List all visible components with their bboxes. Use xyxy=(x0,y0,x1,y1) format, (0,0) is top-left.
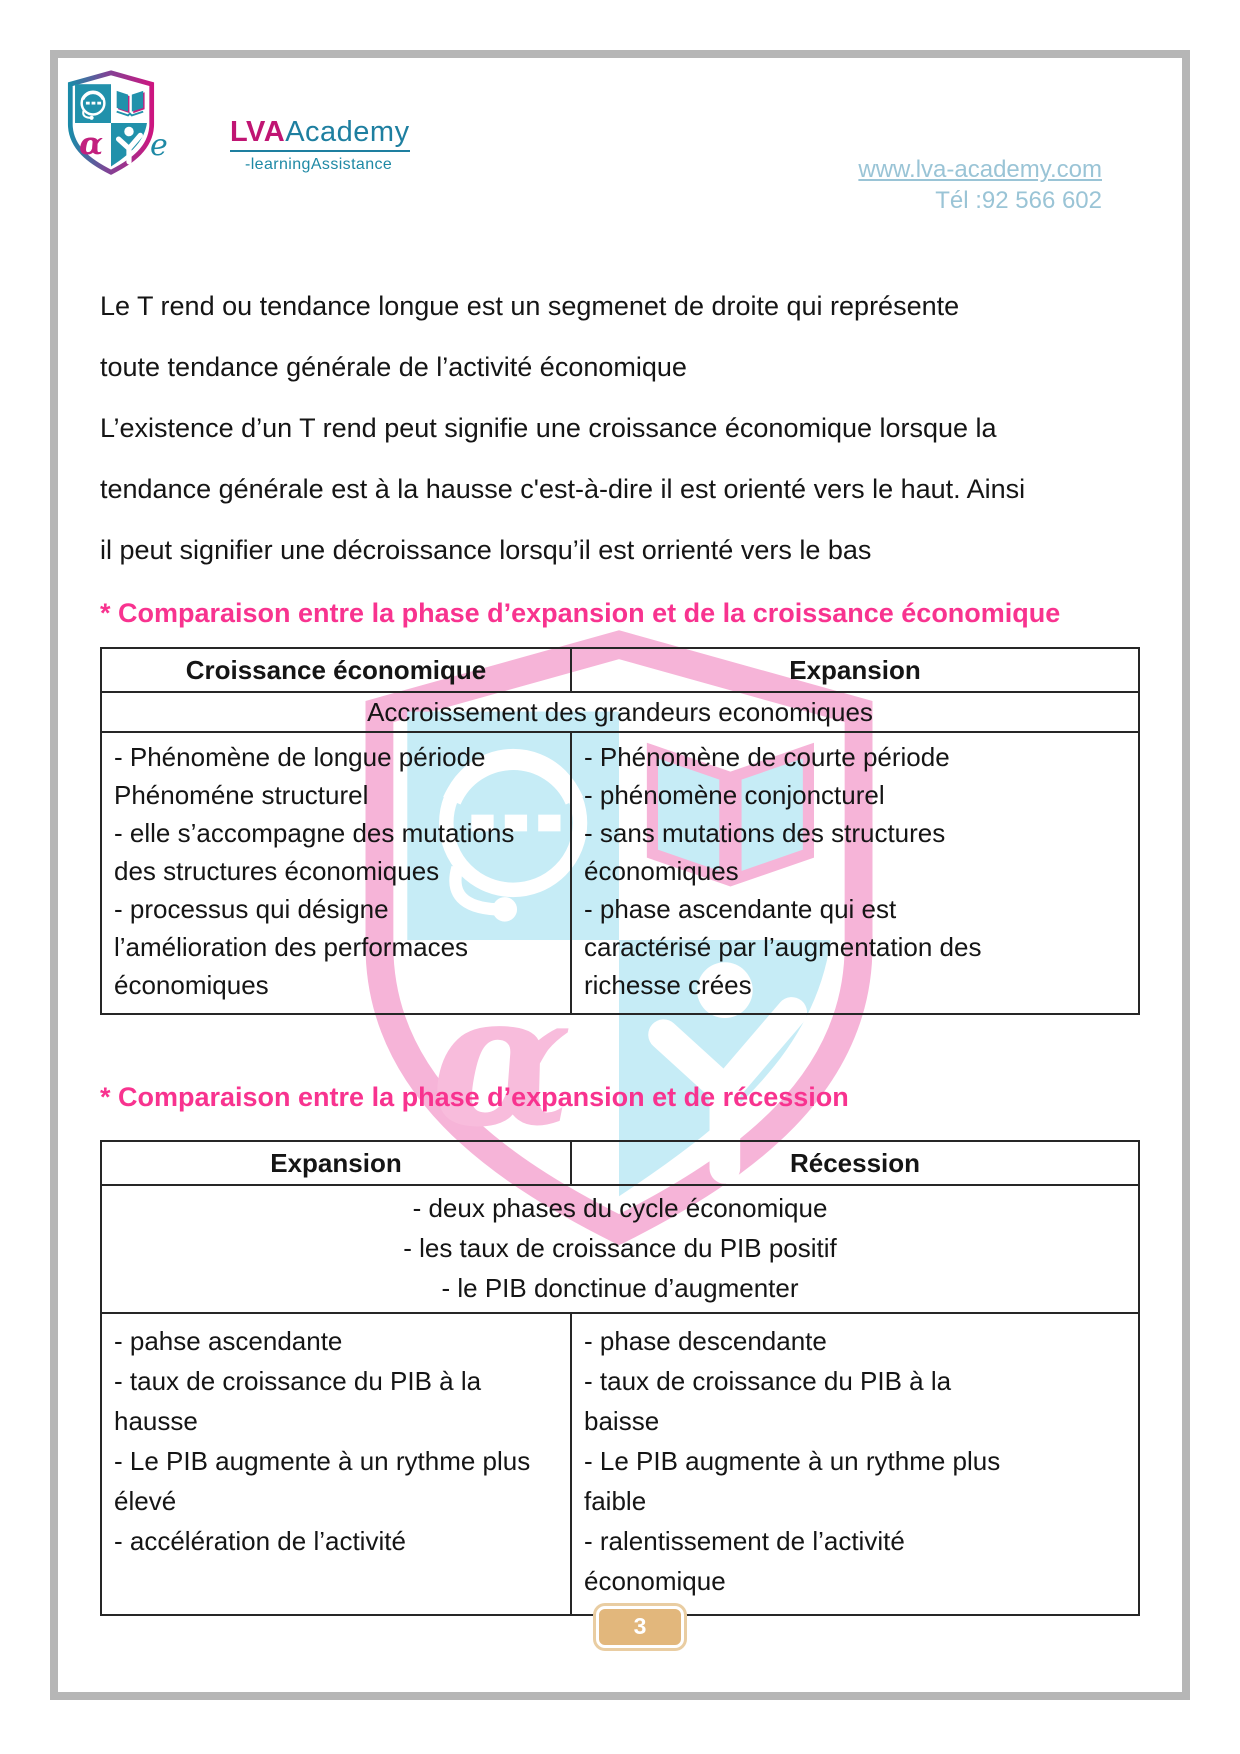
table2-merged-line: - les taux de croissance du PIB positif xyxy=(403,1233,837,1263)
logo-cursive-e: e xyxy=(150,128,168,163)
table1-col2-line: - phénomène conjoncturel xyxy=(584,780,885,810)
table1-col1-line: - processus qui désigne xyxy=(114,894,389,924)
intro-text-line: tendance générale est à la hausse c'est-à-dire il est orienté vers le haut. Ainsi xyxy=(100,474,1026,504)
table2-merged-line: - deux phases du cycle économique xyxy=(412,1193,828,1223)
table1-col1-cell xyxy=(102,733,572,1013)
table2-col2-line: - taux de croissance du PIB à la xyxy=(584,1366,952,1396)
table2-col2-line: économique xyxy=(584,1566,726,1596)
table2-merged-line: - le PIB donctinue d’augmenter xyxy=(441,1273,799,1303)
table2-col2-line: faible xyxy=(584,1486,647,1516)
wordmark-lva: LVA xyxy=(230,116,286,148)
svg-text:α: α xyxy=(79,126,104,163)
table1-col2-line: - phase ascendante qui est xyxy=(584,894,897,924)
intro-text-line: L’existence d’un T rend peut signifie une croissance économique lorsque la xyxy=(100,413,997,443)
table2-col1-line: hausse xyxy=(114,1406,198,1436)
table1-merged-row: Accroissement des grandeurs economiques xyxy=(102,693,1138,733)
table1-col2-line: - sans mutations des structures xyxy=(584,818,946,848)
comparison-table-croissance-expansion xyxy=(100,647,1140,1015)
table2-col1-header: Expansion xyxy=(102,1142,572,1184)
table2-col1-line: - Le PIB augmente à un rythme plus xyxy=(114,1446,531,1476)
contact-block xyxy=(858,154,1102,216)
brand-tagline: -learningAssistance xyxy=(245,156,393,173)
table2-col2-line: - ralentissement de l’activité xyxy=(584,1526,905,1556)
brand-wordmark xyxy=(230,116,410,152)
table2-col1-line: - pahse ascendante xyxy=(114,1326,343,1356)
intro-text-line: Le T rend ou tendance longue est un segmenet de droite qui représente xyxy=(100,291,960,321)
table2-col2-line: baisse xyxy=(584,1406,660,1436)
lva-academy-shield-logo-icon xyxy=(60,70,162,176)
table2-col2-header: Récession xyxy=(789,1148,921,1178)
table2-header-row xyxy=(102,1142,1138,1186)
table1-body-row xyxy=(102,733,1138,1013)
intro-paragraphs xyxy=(100,276,1080,581)
page-number-badge: 3 xyxy=(596,1606,684,1648)
table1-col1-header: Croissance économique xyxy=(102,649,572,691)
table2-col1-cell xyxy=(102,1314,572,1614)
table1-col1-line: des structures économiques xyxy=(114,856,440,886)
table1-col1-line: l’amélioration des performaces xyxy=(114,932,469,962)
table2-col1-line: - accélération de l’activité xyxy=(114,1526,406,1556)
table1-col2-line: caractérisé par l’augmentation des xyxy=(584,932,982,962)
table2-col2-cell xyxy=(572,1314,1138,1614)
table2-merged-row xyxy=(102,1186,1138,1314)
comparison-table-expansion-recession xyxy=(100,1140,1140,1616)
table2-col1-line: élevé xyxy=(114,1486,177,1516)
table1-col2-header: Expansion xyxy=(789,655,921,685)
table1-col2-line: richesse crées xyxy=(584,970,752,1000)
table2-body-row xyxy=(102,1314,1138,1614)
table1-col2-line: économiques xyxy=(584,856,739,886)
table1-col1-line: économiques xyxy=(114,970,269,1000)
table2-col1-line: - taux de croissance du PIB à la xyxy=(114,1366,482,1396)
table1-col2-line: - Phénomène de courte période xyxy=(584,742,950,772)
section1-heading: * Comparaison entre la phase d’expansion et de la croissance économique xyxy=(100,598,1061,628)
table2-col2-line: - phase descendante xyxy=(584,1326,827,1356)
svg-text:α: α xyxy=(431,951,573,1168)
wordmark-academy: Academy xyxy=(285,116,410,148)
phone-number: Tél :92 566 602 xyxy=(935,187,1102,214)
intro-text-line: toute tendance générale de l’activité économique xyxy=(100,352,687,382)
table1-col1-line: - elle s’accompagne des mutations xyxy=(114,818,515,848)
table1-col1-line: Phénoméne structurel xyxy=(114,780,369,810)
table2-col2-line: - Le PIB augmente à un rythme plus xyxy=(584,1446,1001,1476)
table1-header-row xyxy=(102,649,1138,693)
website-link[interactable]: www.lva-academy.com xyxy=(858,156,1102,183)
section2-heading: * Comparaison entre la phase d’expansion et de récession xyxy=(100,1082,849,1112)
table1-col1-line: - Phénomène de longue période xyxy=(114,742,486,772)
intro-text-line: il peut signifier une décroissance lorsqu’il est orrienté vers le bas xyxy=(100,535,872,565)
table1-col2-cell xyxy=(572,733,1138,1013)
